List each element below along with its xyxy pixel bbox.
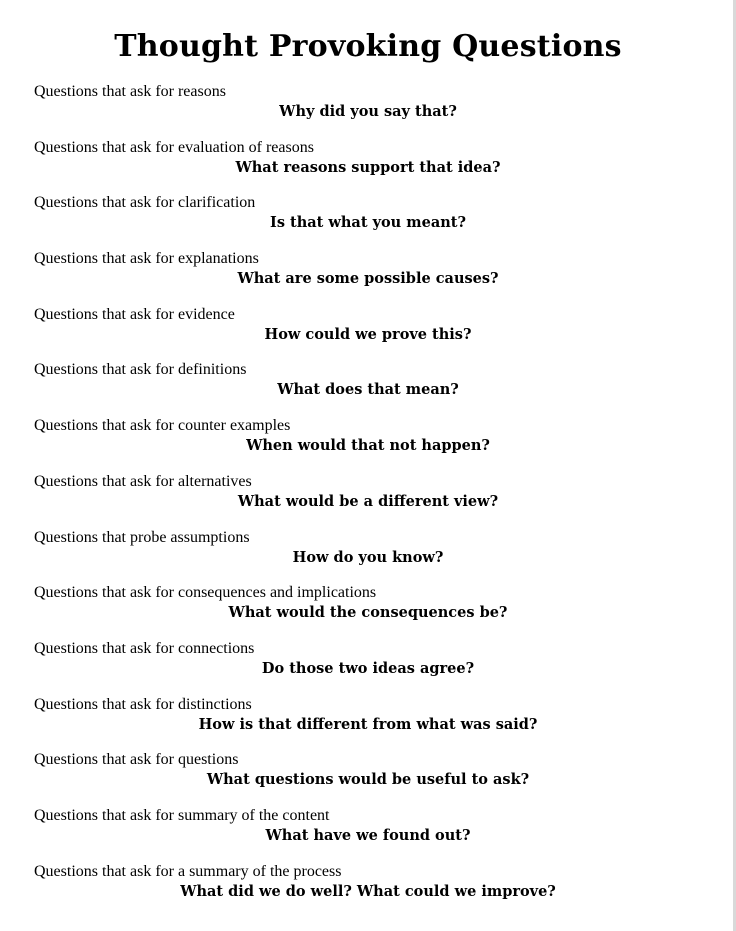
example-question: Is that what you meant? <box>270 214 466 232</box>
list-item <box>0 193 736 249</box>
category-label: Questions that ask for alternatives <box>34 472 252 490</box>
example-question: How do you know? <box>292 548 444 566</box>
list-item <box>0 360 736 416</box>
example-question: What did we do well? What could we improve? <box>180 882 556 900</box>
list-item <box>0 750 736 806</box>
list-item <box>0 806 736 862</box>
category-label: Questions that ask for counter examples <box>34 417 291 435</box>
list-item <box>0 528 736 584</box>
list-item <box>0 583 736 639</box>
example-question: What are some possible causes? <box>237 270 499 288</box>
list-item <box>0 472 736 528</box>
example-question: What have we found out? <box>265 826 471 844</box>
page-title: Thought Provoking Questions <box>114 29 622 64</box>
list-item <box>0 416 736 472</box>
example-question: When would that not happen? <box>246 437 490 455</box>
category-label: Questions that ask for explanations <box>34 250 259 268</box>
category-label: Questions that ask for evaluation of reasons <box>34 138 314 156</box>
example-question: What would be a different view? <box>237 492 499 510</box>
category-label: Questions that ask for a summary of the process <box>34 862 342 880</box>
list-item <box>0 82 736 138</box>
example-question: What reasons support that idea? <box>235 158 501 176</box>
list-item <box>0 305 736 361</box>
category-label: Questions that probe assumptions <box>34 528 250 546</box>
category-label: Questions that ask for consequences and implications <box>34 584 377 602</box>
category-label: Questions that ask for definitions <box>34 361 247 379</box>
example-question: How is that different from what was said? <box>198 715 538 733</box>
list-item <box>0 639 736 695</box>
example-question: How could we prove this? <box>264 325 472 343</box>
category-label: Questions that ask for connections <box>34 639 255 657</box>
example-question: What does that mean? <box>277 381 459 399</box>
list-item <box>0 249 736 305</box>
category-label: Questions that ask for reasons <box>34 83 226 100</box>
category-label: Questions that ask for questions <box>34 751 239 769</box>
category-label: Questions that ask for summary of the content <box>34 806 330 824</box>
example-question: What questions would be useful to ask? <box>206 771 530 789</box>
list-item <box>0 138 736 194</box>
list-item <box>0 862 736 918</box>
category-label: Questions that ask for evidence <box>34 305 235 323</box>
list-item <box>0 695 736 751</box>
category-label: Questions that ask for clarification <box>34 194 256 212</box>
question-list <box>0 82 736 917</box>
category-label: Questions that ask for distinctions <box>34 695 252 713</box>
example-question: What would the consequences be? <box>228 604 508 622</box>
example-question: Do those two ideas agree? <box>261 659 475 677</box>
example-question: Why did you say that? <box>279 103 457 120</box>
